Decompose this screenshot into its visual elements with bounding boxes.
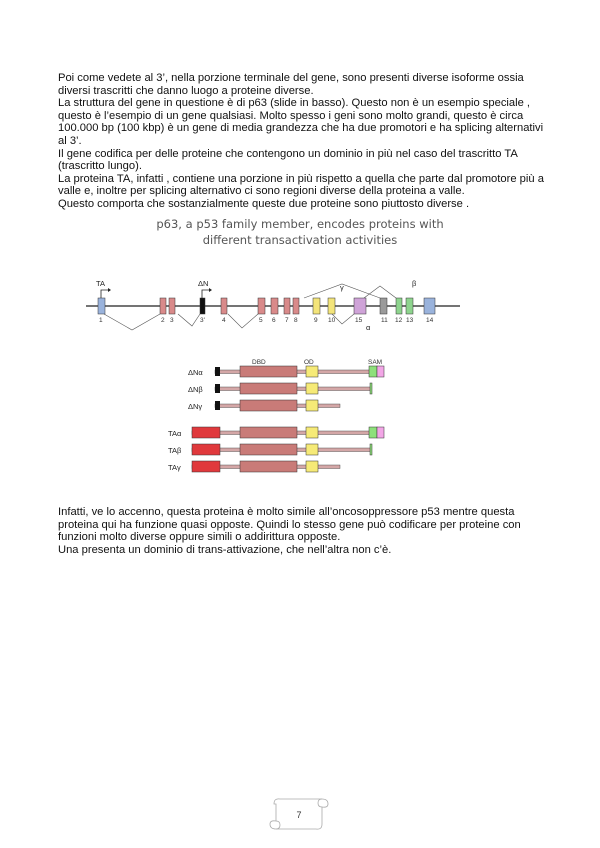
exon-5 (258, 298, 265, 314)
exon-number: 12 (395, 317, 403, 324)
exon-number: 5 (259, 317, 263, 324)
exon-4 (221, 298, 227, 314)
splice-label-gamma: γ (340, 283, 344, 292)
exon-12 (396, 298, 402, 314)
text-line: questo è l’esempio di un gene qualsiasi. Molto spesso i geni sono molto grandi, questo è circa (58, 109, 524, 122)
exon-number: 7 (285, 317, 289, 324)
exon-3 (169, 298, 175, 314)
exon-number: 10 (328, 317, 336, 324)
domain-label-sam: SAM (368, 359, 383, 366)
exon-11 (380, 298, 387, 314)
text-line: proteina qui ha funzione quasi opposte. Quindi lo stesso gene può codificare per proteine con (58, 518, 521, 531)
exon-3prime (200, 298, 205, 314)
isoform-label: TAβ (168, 446, 182, 455)
splice-label-beta: β (412, 279, 417, 288)
exon-number: 4 (222, 317, 226, 324)
exon-number: 2 (161, 317, 165, 324)
isoform-ta-gamma (192, 461, 340, 472)
exon-1 (98, 298, 105, 314)
exon-number: 6 (272, 317, 276, 324)
text-line: Poi come vedete al 3’, nella porzione terminale del gene, sono presenti diverse isoforme ossia (58, 72, 524, 84)
domain-label-dbd: DBD (252, 359, 266, 366)
isoform-ta-alpha (192, 427, 384, 438)
exon-7 (284, 298, 290, 314)
exon-number: 14 (426, 317, 434, 324)
domain-label-od: OD (304, 359, 314, 366)
text-line: 100.000 bp (100 kbp) è un gene di media grandezza che ha due promotori e ha splicing alternativi (58, 122, 544, 135)
promoter-arrow-ta (101, 290, 108, 298)
exon-13 (406, 298, 413, 314)
text-line: al 3’. (58, 134, 82, 147)
text-line: Una presenta un dominio di trans-attivazione, che nell’altra non c’è. (58, 543, 392, 556)
isoform-ta-beta (192, 444, 372, 455)
text-line: La struttura del gene in questione è di p63 (slide in basso). Questo non è un esempio speciale , (58, 97, 531, 110)
figure-title-line1: p63, a p53 family member, encodes proteins with (156, 217, 444, 231)
isoform-dnb-beta (215, 383, 372, 394)
page-number-scroll (266, 796, 332, 832)
protein-isoforms (168, 359, 384, 472)
splice-label-alpha: α (366, 323, 371, 332)
isoform-label: ΔNβ (188, 385, 203, 394)
isoform-dna-alpha (215, 366, 384, 377)
promoter-label-dn: ΔN (198, 279, 209, 288)
p63-gene-figure (80, 214, 520, 484)
exon-number: 3' (200, 317, 205, 324)
exon-number: 3 (170, 317, 174, 324)
paragraph-intro (58, 72, 548, 211)
exon-6 (271, 298, 278, 314)
isoform-label: ΔNα (188, 368, 203, 377)
promoter-label-ta: TA (96, 279, 106, 288)
gene-structure (86, 279, 460, 332)
isoform-label: TAγ (168, 463, 181, 472)
exon-number: 1 (99, 317, 103, 324)
exon-number: 9 (314, 317, 318, 324)
promoter-arrow-dn (202, 290, 209, 298)
isoform-label: TAα (168, 429, 182, 438)
exon-9 (313, 298, 320, 314)
exon-15 (354, 298, 366, 314)
isoform-dng-gamma (215, 400, 340, 411)
text-line: funzioni molto diverse oppure simili o addirittura opposte. (58, 531, 341, 544)
text-line: diversi trascritti che danno luogo a proteine diverse. (58, 84, 314, 97)
text-line: Infatti, ve lo accenno, questa proteina è molto simile all’oncosoppressore p53 mentre questa (58, 506, 515, 518)
figure-title-line2: different transactivation activities (202, 233, 398, 247)
isoform-label: ΔNγ (188, 402, 203, 411)
exon-number: 11 (381, 317, 388, 324)
text-line: (trascritto lungo). (58, 160, 142, 173)
text-line: Questo comporta che sostanzialmente queste due proteine sono piuttosto diverse . (58, 197, 470, 210)
exon-number: 13 (406, 317, 414, 324)
paragraph-conclusion (58, 506, 548, 556)
exon-number: 8 (294, 317, 298, 324)
exon-8 (293, 298, 299, 314)
exon-2 (160, 298, 166, 314)
exon-14 (424, 298, 435, 314)
text-line: Il gene codifica per delle proteine che contengono un dominio in più nel caso del trascritto TA (58, 147, 518, 160)
text-line: La proteina TA, infatti , contiene una porzione in più rispetto a quella che parte dal promotore più a (58, 172, 544, 185)
exon-10 (328, 298, 335, 314)
page-number: 7 (296, 810, 302, 820)
exon-number: 15 (355, 317, 363, 324)
text-line: valle e, inoltre per splicing alternativo ci sono regioni diverse della proteina a valle. (58, 185, 465, 198)
